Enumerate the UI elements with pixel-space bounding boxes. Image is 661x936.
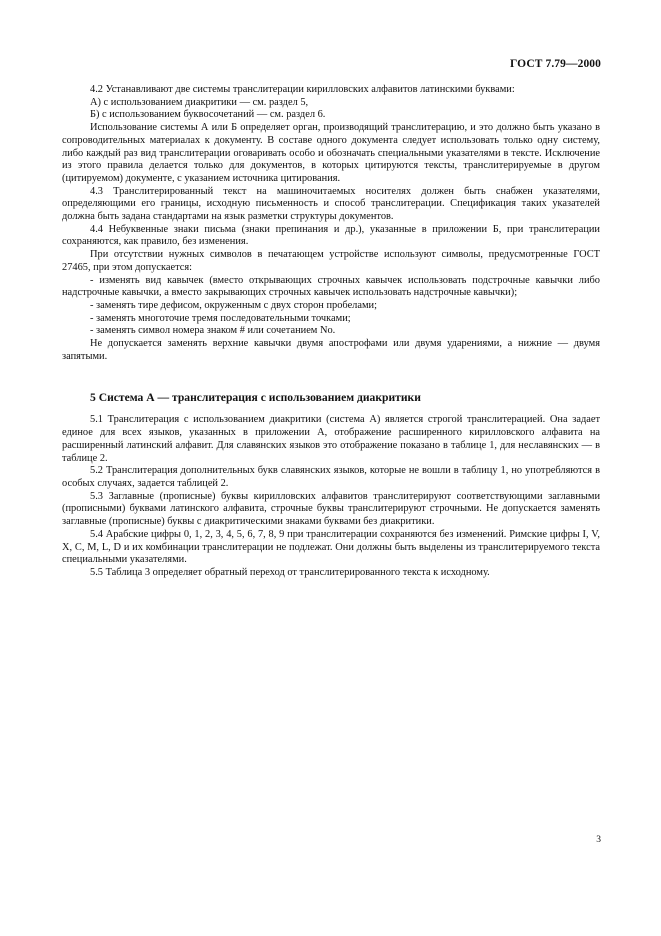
document-code: ГОСТ 7.79—2000 [510, 58, 601, 70]
paragraph-5-4: 5.4 Арабские цифры 0, 1, 2, 3, 4, 5, 6, 7, 8, 9 при транслитерации сохраняются без изменений. Римские цифры I, V, X, C, M, L, D и их комбинации транслитерации не подлежат. Они должны быть выделены из транслитерируемого текста специальными указателями. [62, 528, 600, 566]
list-item-a: А) с использованием диакритики — см. раздел 5, [90, 96, 309, 108]
page-number: 3 [596, 835, 601, 845]
paragraph-4-4: 4.4 Небуквенные знаки письма (знаки препинания и др.), указанные в приложении Б, при транслитерации сохраняются, как правило, без изменения. [62, 223, 600, 248]
paragraph-4-3: 4.3 Транслитерированный текст на машиночитаемых носителях должен быть снабжен указателями, определяющими его границы, исходную письменность и способ транслитерации. Спецификация таких указателей должна быть задана стандартами на язык разметки структуры документов. [62, 185, 600, 223]
paragraph-5-1: 5.1 Транслитерация с использованием диакритики (система А) является строгой транслитерацией. Она задает единое для всех языков, указанных в приложении А, отображение расширенного кирилловского алфавита на расширенный латинский алфавит. Для славянских языков это отображение показано в таблице 1, для неславянских — в таблице 2. [62, 414, 600, 464]
section-5-title: 5 Система А — транслитерация с использованием диакритики [90, 391, 421, 405]
list-item-b: Б) с использованием буквосочетаний — см. раздел 6. [90, 109, 326, 121]
paragraph-not-allowed: Не допускается заменять верхние кавычки двумя апострофами или двумя ударениями, а нижние — двумя запятыми. [62, 338, 600, 362]
paragraph-5-3: 5.3 Заглавные (прописные) буквы кирилловских алфавитов транслитерируют соответствующими заглавными (прописными) буквами латинского алфавита, строчные буквы транслитерируют строчными. Не допускается заменять заглавные (прописные) буквы с диакритическими знаками буквами без диакритики. [62, 490, 600, 528]
dash-item-ellipsis: - заменять многоточие тремя последовательными точками; [90, 312, 351, 324]
paragraph-5-2: 5.2 Транслитерация дополнительных букв славянских языков, которые не вошли в таблицу 1, но употребляются в особых случаях, задается таблицей 2. [62, 465, 600, 489]
paragraph-5-5: 5.5 Таблица 3 определяет обратный переход от транслитерированного текста к исходному. [90, 566, 490, 578]
dash-item-number-sign: - заменять символ номера знаком # или сочетанием No. [90, 325, 336, 337]
paragraph-usage: Использование системы А или Б определяет орган, производящий транслитерацию, и это должно быть указано в сопроводительных материалах к документу. В составе одного документа следует использовать только одну систему, либо каждый раз вид транслитерации оговаривать особо и обозначать специальными указателями в тексте. Исключение из этого правила делается только для документов, в которых цитируются тексты, транслитерируемые в другом (цитируемом) документе, с указанием источника цитирования. [62, 122, 600, 184]
dash-item-dash: - заменять тире дефисом, окруженным с двух сторон пробелами; [90, 299, 377, 311]
dash-item-quotes: - изменять вид кавычек (вместо открывающих строчных кавычек использовать подстрочные кавычки либо надстрочные кавычки, а вместо закрывающих строчных кавычек использовать надстрочные кавычки); [62, 274, 600, 299]
page-content [62, 84, 600, 580]
paragraph-4-2: 4.2 Устанавливают две системы транслитерации кирилловских алфавитов латинскими буквами: [90, 84, 515, 95]
paragraph-missing-symbols: При отсутствии нужных символов в печатающем устройстве используют символы, предусмотренные ГОСТ 27465, при этом допускается: [62, 249, 600, 273]
